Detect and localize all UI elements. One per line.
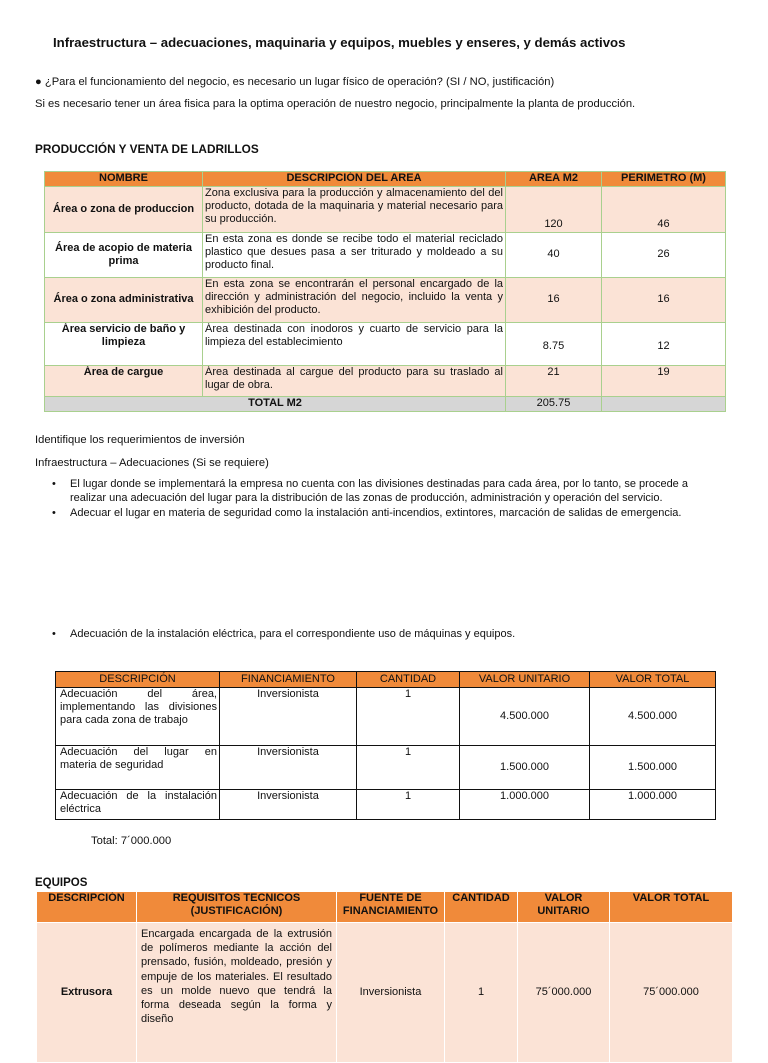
header-cell: VALOR UNITARIO [518,892,610,923]
area-perimeter: 19 [602,366,726,397]
list-item [36,628,688,642]
bullet-text: El lugar donde se implementará la empresa no cuenta con las divisiones destinadas para cada área, por lo tanto, se procede a realizar una adecuación del lugar para la distribución de las zonas de producción, administración y operación del servicio. [70,478,688,504]
areas-table [44,171,726,412]
table-row [45,233,726,278]
bullet-list [36,628,688,642]
area-perimeter: 46 [602,187,726,233]
bullet-text: Adecuación de la instalación eléctrica, para el correspondiente uso de máquinas y equipos. [70,628,516,640]
header-cell: FUENTE DE FINANCIAMIENTO [337,892,445,923]
list-item [36,507,688,521]
item-description: Adecuación del área, implementando las divisiones para cada zona de trabajo [56,688,220,746]
area-name: Área servicio de baño y limpieza [45,323,203,366]
equipos-table [36,891,733,1063]
item-financing: Inversionista [220,688,357,746]
equipment-quantity: 1 [445,923,518,1063]
area-name: Área de acopio de materia prima [45,233,203,278]
header-cell: VALOR TOTAL [610,892,733,923]
adecuaciones-table-header [56,672,716,688]
equipment-financing: Inversionista [337,923,445,1063]
area-description: Área destinada al cargue del producto para su traslado al lugar de obra. [203,366,506,397]
item-total-value: 1.500.000 [590,746,716,790]
table-row [45,278,726,323]
table-row [37,923,733,1063]
area-name: Área o zona de produccion [45,187,203,233]
areas-table-header [45,172,726,187]
total-value: 205.75 [506,397,602,412]
item-total-value: 4.500.000 [590,688,716,746]
item-total-value: 1.000.000 [590,790,716,820]
item-quantity: 1 [357,790,460,820]
table-row [56,688,716,746]
bullet-text: Adecuar el lugar en materia de seguridad como la instalación anti-incendios, extintores, marcación de salidas de emergencia. [70,507,682,520]
list-item [36,478,688,505]
adecuaciones-table [55,671,716,820]
section-title-equipos: EQUIPOS [35,877,88,889]
equipment-unit-value: 75´000.000 [518,923,610,1063]
header-cell: AREA M2 [506,172,602,187]
table-row [56,746,716,790]
header-cell: NOMBRE [45,172,203,187]
item-unit-value: 1.000.000 [460,790,590,820]
header-cell: VALOR UNITARIO [460,672,590,688]
page-title: Infraestructura – adecuaciones, maquinaria y equipos, muebles y enseres, y demás activos [53,35,626,50]
item-financing: Inversionista [220,790,357,820]
equipment-name: Extrusora [37,923,137,1063]
area-m2: 8.75 [506,323,602,366]
area-name: Área de cargue [45,366,203,397]
area-name: Área o zona administrativa [45,278,203,323]
item-quantity: 1 [357,746,460,790]
area-description: En esta zona es donde se recibe todo el material reciclado plastico que desues pasa a ser triturado y moldeado a su producto final. [203,233,506,278]
table-row [56,790,716,820]
equipment-total-value: 75´000.000 [610,923,733,1063]
total-row [45,397,726,412]
area-description: En esta zona se encontrarán el personal encargado de la dirección y administración del negocio, incluido la venta y exhibición del producto. [203,278,506,323]
equipos-table-header [37,892,733,923]
total-empty [602,397,726,412]
total-label: TOTAL M2 [45,397,506,412]
infra-line: Infraestructura – Adecuaciones (Si se requiere) [35,457,269,469]
area-m2: 40 [506,233,602,278]
item-description: Adecuación del lugar en materia de seguridad [56,746,220,790]
header-cell: DESCRIPCIÓN [56,672,220,688]
area-m2: 120 [506,187,602,233]
requirements-line: Identifique los requerimientos de inversión [35,434,245,446]
area-perimeter: 12 [602,323,726,366]
table-row [45,323,726,366]
bullet-dot: • [52,507,56,520]
table-row [45,366,726,397]
item-financing: Inversionista [220,746,357,790]
question-bullet: ● ¿Para el funcionamiento del negocio, es necesario un lugar físico de operación? (SI / NO, justificación) [35,76,555,88]
header-cell: DESCRIPCIÓN [37,892,137,923]
header-cell: DESCRIPCIÓN DEL AREA [203,172,506,187]
bullet-list [36,478,688,521]
section-title-production: PRODUCCIÓN Y VENTA DE LADRILLOS [35,142,259,156]
answer-text: Si es necesario tener un área fisica para la optima operación de nuestro negocio, principalmente la planta de producción. [35,98,636,110]
area-perimeter: 16 [602,278,726,323]
bullet-dot: • [52,478,56,490]
area-perimeter: 26 [602,233,726,278]
area-description: Zona exclusiva para la producción y almacenamiento del del producto, dotada de la maquinaria y material necesario para su producción. [203,187,506,233]
adecuaciones-total: Total: 7´000.000 [91,835,172,847]
header-cell: CANTIDAD [357,672,460,688]
item-unit-value: 1.500.000 [460,746,590,790]
header-cell: PERIMETRO (M) [602,172,726,187]
area-description: Área destinada con inodoros y cuarto de servicio para la limpieza del establecimiento [203,323,506,366]
area-m2: 16 [506,278,602,323]
item-unit-value: 4.500.000 [460,688,590,746]
table-row [45,187,726,233]
item-description: Adecuación de la instalación eléctrica [56,790,220,820]
item-quantity: 1 [357,688,460,746]
header-cell: VALOR TOTAL [590,672,716,688]
header-cell: CANTIDAD [445,892,518,923]
bullet-dot: • [52,628,56,640]
equipment-requirements: Encargada encargada de la extrusión de polímeros mediante la acción del prensado, fusión, moldeado, presión y empuje de los materiales. El resultado es un molde nuevo que tendrá la forma deseada según la forma y diseño [137,923,337,1063]
area-m2: 21 [506,366,602,397]
header-cell: FINANCIAMIENTO [220,672,357,688]
header-cell: REQUISITOS TECNICOS (JUSTIFICACIÓN) [137,892,337,923]
